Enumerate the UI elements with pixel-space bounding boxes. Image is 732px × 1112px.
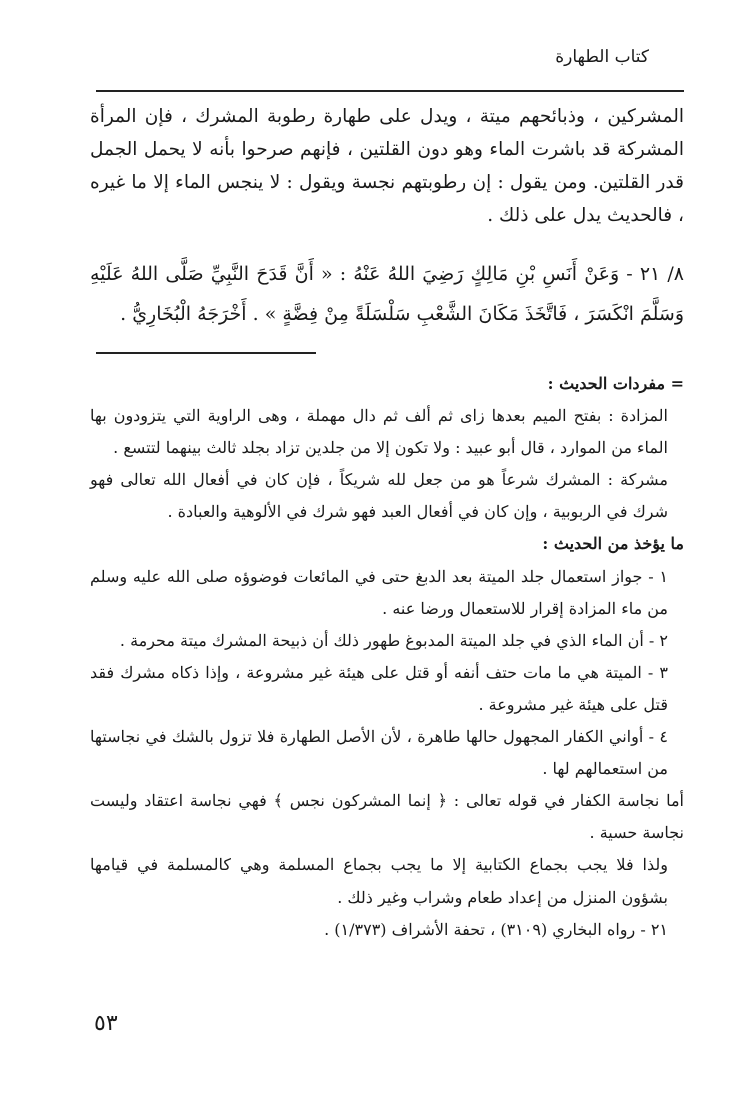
notes-block [90,368,684,946]
vocab-heading: = مفردات الحديث : [547,374,684,393]
main-text-block [90,100,684,232]
lesson-5: أما نجاسة الكفار في قوله تعالى : ﴿ إنما المشركون نجس ﴾ فهي نجاسة اعتقاد وليست نجاسة حسية . [90,791,684,843]
header-rule [96,90,684,92]
lesson-3: ٣ - الميتة هي ما مات حتف أنفه أو قتل على هيئة غير مشروعة ، وإذا ذكاه مشرك فقد قتل على هيئة غير مشروعة . [90,662,668,714]
page-number: ٥٣ [94,1011,118,1036]
separator-rule [96,352,316,354]
running-title: كتاب الطهارة [555,47,649,67]
lessons-heading: ما يؤخذ من الحديث : [542,534,684,554]
vocab-entry-mushrika: مشركة : المشرك شرعاً هو من جعل لله شريكاً ، فإن كان في أفعال الله تعالى فهو شرك في الربوبية ، وإن كان في أفعال العبد فهو شرك في الألوهية والعبادة . [90,470,668,522]
lesson-1: ١ - جواز استعمال جلد الميتة بعد الدبغ حتى في المائعات فوضوؤه صلى الله عليه وسلم من ماء المزادة إقرار للاستعمال ورضا عنه . [90,566,668,618]
hadith-block [90,254,684,334]
lesson-4: ٤ - أواني الكفار المجهول حالها طاهرة ، لأن الأصل الطهارة فلا تزول بالشك في نجاستها من استعمالهم لها . [90,727,668,779]
hadith-text: ٨/ ٢١ - وَعَنْ أَنَسِ بْنِ مَالِكٍ رَضِيَ اللهُ عَنْهُ : « أَنَّ قَدَحَ النَّبِيِّ صَلَّى اللهُ عَلَيْهِ وَسَلَّمَ انْكَسَرَ ، فَاتَّخَذَ مَكَانَ الشَّعْبِ سَلْسَلَةً مِنْ فِضَّةٍ » . أَخْرَجَهُ الْبُخَارِيُّ . [90,263,684,325]
vocab-entry-mazada: المزادة : بفتح الميم بعدها زاى ثم ألف ثم دال مهملة ، وهى الراوية التي يتزودون بها الماء من الموارد ، قال أبو عبيد : ولا تكون إلا من جلدين تزاد بجلد ثالث بينهما لتتسع . [90,406,668,458]
main-paragraph: المشركين ، وذبائحهم ميتة ، ويدل على طهارة رطوبة المشرك ، فإن المرأة المشركة قد باشرت الماء وهو دون القلتين ، فإنهم صرحوا بأنه لا يحمل الجمل قدر القلتين. ومن يقول : إن رطوبتهم نجسة ويقول : لا ينجس الماء إلا ما غيره ، فالحديث يدل على ذلك . [90,106,684,226]
footnote: ٢١ - رواه البخاري (٣١٠٩) ، تحفة الأشراف (١/٣٧٣) . [324,919,668,939]
lesson-2: ٢ - أن الماء الذي في جلد الميتة المدبوغ طهور ذلك أن ذبيحة المشرك ميتة محرمة . [119,630,668,650]
lesson-6: ولذا فلا يجب بجماع الكتابية إلا ما يجب بجماع المسلمة وهي كالمسلمة في قيامها بشؤون المنزل من إعداد طعام وشراب وغير ذلك . [90,855,668,907]
